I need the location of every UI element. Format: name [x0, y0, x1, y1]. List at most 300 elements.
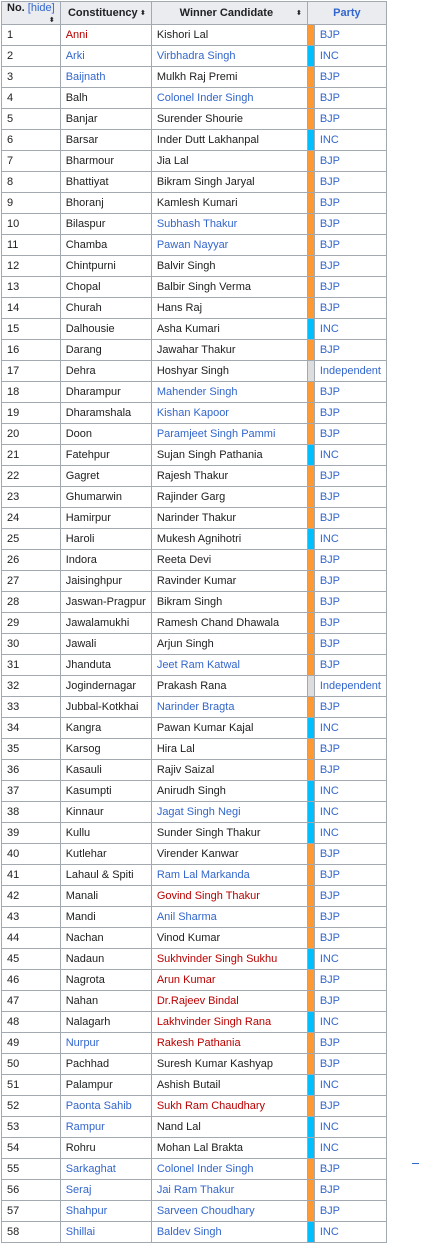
party-color-swatch: [307, 676, 314, 697]
row-number: 7: [2, 151, 61, 172]
winner-cell: Ramesh Chand Dhawala: [151, 613, 307, 634]
party-color-fill: [308, 403, 314, 423]
constituency-cell: Kinnaur: [60, 802, 151, 823]
party-cell[interactable]: BJP: [314, 865, 386, 886]
constituency-cell: Palampur: [60, 1075, 151, 1096]
winner-cell[interactable]: Virbhadra Singh: [151, 46, 307, 67]
winner-cell[interactable]: Anil Sharma: [151, 907, 307, 928]
party-color-fill: [308, 1117, 314, 1137]
constituency-cell: Kasumpti: [60, 781, 151, 802]
winner-cell: Mukesh Agnihotri: [151, 529, 307, 550]
constituency-cell: Nagrota: [60, 970, 151, 991]
table-row: [2, 1096, 387, 1117]
party-color-fill: [308, 970, 314, 990]
party-color-swatch: [307, 571, 314, 592]
row-number: 28: [2, 592, 61, 613]
constituency-cell: Nahan: [60, 991, 151, 1012]
party-color-swatch: [307, 802, 314, 823]
constituency-cell: Kangra: [60, 718, 151, 739]
constituency-cell: Jawali: [60, 634, 151, 655]
row-number: 15: [2, 319, 61, 340]
party-color-swatch: [307, 1159, 314, 1180]
party-cell[interactable]: INC: [314, 1117, 386, 1138]
winner-cell[interactable]: Colonel Inder Singh: [151, 88, 307, 109]
party-color-fill: [308, 1012, 314, 1032]
winner-cell: Inder Dutt Lakhanpal: [151, 130, 307, 151]
party-cell[interactable]: Independent: [314, 361, 386, 382]
party-color-fill: [308, 277, 314, 297]
party-color-fill: [308, 340, 314, 360]
party-color-fill: [308, 571, 314, 591]
row-number: 3: [2, 67, 61, 88]
sort-icon[interactable]: ⬍: [48, 17, 55, 24]
winner-cell[interactable]: Mahender Singh: [151, 382, 307, 403]
party-color-swatch: [307, 592, 314, 613]
party-cell[interactable]: BJP: [314, 907, 386, 928]
party-cell[interactable]: BJP: [314, 172, 386, 193]
constituency-cell: Manali: [60, 886, 151, 907]
party-cell[interactable]: INC: [314, 1012, 386, 1033]
party-cell[interactable]: BJP: [314, 571, 386, 592]
constituency-cell[interactable]: Shahpur: [60, 1201, 151, 1222]
winner-cell: Hira Lal: [151, 739, 307, 760]
constituency-cell: Bharmour: [60, 151, 151, 172]
constituency-cell: Bhoranj: [60, 193, 151, 214]
winner-cell: Suresh Kumar Kashyap: [151, 1054, 307, 1075]
party-color-fill: [308, 172, 314, 192]
party-color-fill: [308, 991, 314, 1011]
party-color-swatch: [307, 298, 314, 319]
party-cell[interactable]: BJP: [314, 340, 386, 361]
party-cell[interactable]: BJP: [314, 487, 386, 508]
constituency-cell: Jaisinghpur: [60, 571, 151, 592]
row-number: 29: [2, 613, 61, 634]
party-cell[interactable]: INC: [314, 781, 386, 802]
party-cell[interactable]: INC: [314, 445, 386, 466]
row-number: 26: [2, 550, 61, 571]
row-number: 35: [2, 739, 61, 760]
row-number: 41: [2, 865, 61, 886]
party-cell[interactable]: BJP: [314, 697, 386, 718]
table-row: [2, 403, 387, 424]
row-number: 39: [2, 823, 61, 844]
constituency-cell: Bilaspur: [60, 214, 151, 235]
party-color-fill: [308, 907, 314, 927]
table-row: [2, 382, 387, 403]
constituency-cell: Darang: [60, 340, 151, 361]
constituency-cell: Nachan: [60, 928, 151, 949]
party-cell[interactable]: BJP: [314, 235, 386, 256]
table-row: [2, 886, 387, 907]
party-color-swatch: [307, 1054, 314, 1075]
table-row: [2, 529, 387, 550]
row-number: 23: [2, 487, 61, 508]
winner-cell[interactable]: Narinder Bragta: [151, 697, 307, 718]
table-row: [2, 1054, 387, 1075]
row-number: 52: [2, 1096, 61, 1117]
winner-cell: Vinod Kumar: [151, 928, 307, 949]
party-color-fill: [308, 46, 314, 66]
winner-cell[interactable]: Dr.Rajeev Bindal: [151, 991, 307, 1012]
party-cell[interactable]: INC: [314, 718, 386, 739]
party-cell[interactable]: INC: [314, 949, 386, 970]
constituency-cell: Rohru: [60, 1138, 151, 1159]
table-row: [2, 88, 387, 109]
party-cell[interactable]: BJP: [314, 403, 386, 424]
constituency-cell: Mandi: [60, 907, 151, 928]
constituency-cell[interactable]: Paonta Sahib: [60, 1096, 151, 1117]
winner-cell: Bikram Singh Jaryal: [151, 172, 307, 193]
party-cell[interactable]: BJP: [314, 298, 386, 319]
winner-cell: Jawahar Thakur: [151, 340, 307, 361]
winner-cell[interactable]: Arun Kumar: [151, 970, 307, 991]
party-cell[interactable]: BJP: [314, 739, 386, 760]
party-color-swatch: [307, 970, 314, 991]
party-color-fill: [308, 529, 314, 549]
party-cell[interactable]: INC: [314, 1138, 386, 1159]
row-number: 50: [2, 1054, 61, 1075]
party-cell[interactable]: BJP: [314, 844, 386, 865]
table-row: [2, 193, 387, 214]
party-cell[interactable]: INC: [314, 529, 386, 550]
constituency-cell[interactable]: Nurpur: [60, 1033, 151, 1054]
party-cell[interactable]: INC: [314, 802, 386, 823]
row-number: 24: [2, 508, 61, 529]
winner-cell[interactable]: Govind Singh Thakur: [151, 886, 307, 907]
constituency-cell: Jogindernagar: [60, 676, 151, 697]
party-cell[interactable]: BJP: [314, 1033, 386, 1054]
constituency-cell: Lahaul & Spiti: [60, 865, 151, 886]
constituency-cell[interactable]: Rampur: [60, 1117, 151, 1138]
row-number: 45: [2, 949, 61, 970]
party-cell[interactable]: BJP: [314, 88, 386, 109]
row-number: 5: [2, 109, 61, 130]
constituency-cell: Banjar: [60, 109, 151, 130]
party-color-swatch: [307, 319, 314, 340]
sort-icon[interactable]: ⬍: [139, 10, 146, 17]
party-cell[interactable]: BJP: [314, 550, 386, 571]
winner-cell: Mohan Lal Brakta: [151, 1138, 307, 1159]
party-color-swatch: [307, 403, 314, 424]
table-row: [2, 802, 387, 823]
party-color-swatch: [307, 823, 314, 844]
winner-cell[interactable]: Ram Lal Markanda: [151, 865, 307, 886]
header-no-label: No.: [7, 2, 25, 14]
party-color-fill: [308, 361, 314, 381]
party-cell[interactable]: BJP: [314, 151, 386, 172]
row-number: 8: [2, 172, 61, 193]
winner-cell: Narinder Thakur: [151, 508, 307, 529]
table-row: [2, 844, 387, 865]
constituency-cell: Fatehpur: [60, 445, 151, 466]
party-cell[interactable]: BJP: [314, 970, 386, 991]
row-number: 30: [2, 634, 61, 655]
table-row: [2, 1117, 387, 1138]
header-winner[interactable]: [151, 2, 307, 25]
party-color-swatch: [307, 550, 314, 571]
party-cell[interactable]: BJP: [314, 256, 386, 277]
row-number: 1: [2, 25, 61, 46]
row-number: 31: [2, 655, 61, 676]
constituency-cell: Hamirpur: [60, 508, 151, 529]
winner-cell[interactable]: Kishan Kapoor: [151, 403, 307, 424]
party-color-fill: [308, 487, 314, 507]
winner-cell: Sunder Singh Thakur: [151, 823, 307, 844]
party-color-fill: [308, 382, 314, 402]
constituency-cell: Jubbal-Kotkhai: [60, 697, 151, 718]
row-number: 17: [2, 361, 61, 382]
winner-cell: Jia Lal: [151, 151, 307, 172]
row-number: 34: [2, 718, 61, 739]
constituency-cell: Chopal: [60, 277, 151, 298]
party-cell[interactable]: BJP: [314, 634, 386, 655]
party-cell[interactable]: BJP: [314, 760, 386, 781]
winner-cell: Surender Shourie: [151, 109, 307, 130]
party-color-fill: [308, 928, 314, 948]
party-color-fill: [308, 67, 314, 87]
header-constituency[interactable]: [60, 2, 151, 25]
winner-cell: Mulkh Raj Premi: [151, 67, 307, 88]
party-cell[interactable]: BJP: [314, 1180, 386, 1201]
table-row: [2, 571, 387, 592]
winner-cell[interactable]: Jeet Ram Katwal: [151, 655, 307, 676]
header-party[interactable]: [307, 2, 386, 25]
party-cell[interactable]: BJP: [314, 67, 386, 88]
party-cell[interactable]: BJP: [314, 193, 386, 214]
table-row: [2, 340, 387, 361]
party-color-swatch: [307, 487, 314, 508]
constituency-cell[interactable]: Sarkaghat: [60, 1159, 151, 1180]
party-cell[interactable]: Independent: [314, 676, 386, 697]
header-party-label[interactable]: Party: [333, 7, 361, 19]
party-cell[interactable]: BJP: [314, 109, 386, 130]
winner-cell[interactable]: Pawan Nayyar: [151, 235, 307, 256]
winner-cell: Rajesh Thakur: [151, 466, 307, 487]
party-color-swatch: [307, 1075, 314, 1096]
party-color-swatch: [307, 361, 314, 382]
party-cell[interactable]: INC: [314, 1222, 386, 1243]
party-cell[interactable]: INC: [314, 130, 386, 151]
table-row: [2, 760, 387, 781]
table-row: [2, 1033, 387, 1054]
winner-cell: Hoshyar Singh: [151, 361, 307, 382]
party-color-swatch: [307, 193, 314, 214]
row-number: 12: [2, 256, 61, 277]
party-cell[interactable]: BJP: [314, 382, 386, 403]
constituency-cell: Bhattiyat: [60, 172, 151, 193]
table-row: [2, 235, 387, 256]
party-cell[interactable]: BJP: [314, 655, 386, 676]
party-color-swatch: [307, 529, 314, 550]
winner-cell: Rajinder Garg: [151, 487, 307, 508]
constituency-cell[interactable]: Shillai: [60, 1222, 151, 1243]
winner-cell: Balbir Singh Verma: [151, 277, 307, 298]
party-cell[interactable]: BJP: [314, 886, 386, 907]
table-row: [2, 634, 387, 655]
party-color-fill: [308, 214, 314, 234]
party-color-swatch: [307, 382, 314, 403]
party-cell[interactable]: BJP: [314, 214, 386, 235]
winner-cell[interactable]: Baldev Singh: [151, 1222, 307, 1243]
party-cell[interactable]: BJP: [314, 1159, 386, 1180]
constituency-cell: Balh: [60, 88, 151, 109]
table-row: [2, 151, 387, 172]
side-edit-marker: [412, 1163, 419, 1164]
party-cell[interactable]: INC: [314, 823, 386, 844]
row-number: 20: [2, 424, 61, 445]
table-row: [2, 298, 387, 319]
party-color-fill: [308, 718, 314, 738]
party-color-fill: [308, 445, 314, 465]
party-color-fill: [308, 697, 314, 717]
sort-icon[interactable]: ⬍: [295, 10, 302, 17]
row-number: 19: [2, 403, 61, 424]
party-cell[interactable]: INC: [314, 319, 386, 340]
header-winner-label: Winner Candidate: [179, 7, 274, 19]
party-color-swatch: [307, 151, 314, 172]
party-color-swatch: [307, 886, 314, 907]
party-color-fill: [308, 739, 314, 759]
party-cell[interactable]: INC: [314, 46, 386, 67]
party-color-swatch: [307, 277, 314, 298]
constituency-cell: Indora: [60, 550, 151, 571]
party-color-swatch: [307, 1180, 314, 1201]
table-row: [2, 718, 387, 739]
row-number: 25: [2, 529, 61, 550]
row-number: 32: [2, 676, 61, 697]
winner-cell[interactable]: Colonel Inder Singh: [151, 1159, 307, 1180]
winner-cell: Ravinder Kumar: [151, 571, 307, 592]
header-constituency-label: Constituency: [67, 7, 138, 19]
party-cell[interactable]: BJP: [314, 466, 386, 487]
party-color-fill: [308, 298, 314, 318]
party-cell[interactable]: BJP: [314, 592, 386, 613]
party-cell[interactable]: BJP: [314, 1201, 386, 1222]
row-number: 47: [2, 991, 61, 1012]
constituency-cell[interactable]: Seraj: [60, 1180, 151, 1201]
table-row: [2, 613, 387, 634]
party-cell[interactable]: BJP: [314, 277, 386, 298]
party-color-swatch: [307, 172, 314, 193]
winner-cell: Rajiv Saizal: [151, 760, 307, 781]
party-color-swatch: [307, 424, 314, 445]
party-cell[interactable]: BJP: [314, 991, 386, 1012]
party-color-swatch: [307, 781, 314, 802]
constituency-cell[interactable]: Arki: [60, 46, 151, 67]
table-row: [2, 508, 387, 529]
party-color-fill: [308, 1138, 314, 1158]
row-number: 49: [2, 1033, 61, 1054]
constituency-cell: Pachhad: [60, 1054, 151, 1075]
table-row: [2, 1159, 387, 1180]
winner-cell: Reeta Devi: [151, 550, 307, 571]
party-cell[interactable]: BJP: [314, 1054, 386, 1075]
party-color-fill: [308, 1159, 314, 1179]
constituency-cell: Nadaun: [60, 949, 151, 970]
row-number: 2: [2, 46, 61, 67]
party-cell[interactable]: BJP: [314, 1096, 386, 1117]
hide-link[interactable]: [hide]: [27, 2, 55, 14]
table-row: [2, 361, 387, 382]
table-row: [2, 172, 387, 193]
winner-cell: Pawan Kumar Kajal: [151, 718, 307, 739]
party-color-swatch: [307, 109, 314, 130]
party-color-fill: [308, 676, 314, 696]
row-number: 51: [2, 1075, 61, 1096]
row-number: 27: [2, 571, 61, 592]
winner-cell: Virender Kanwar: [151, 844, 307, 865]
table-row: [2, 991, 387, 1012]
party-cell[interactable]: BJP: [314, 25, 386, 46]
party-color-swatch: [307, 67, 314, 88]
constituency-cell: Karsog: [60, 739, 151, 760]
winner-cell: Hans Raj: [151, 298, 307, 319]
constituency-cell: Jaswan-Pragpur: [60, 592, 151, 613]
winner-cell[interactable]: Sarveen Choudhary: [151, 1201, 307, 1222]
winner-cell[interactable]: Subhash Thakur: [151, 214, 307, 235]
party-cell[interactable]: BJP: [314, 613, 386, 634]
party-color-swatch: [307, 907, 314, 928]
party-color-swatch: [307, 697, 314, 718]
party-cell[interactable]: INC: [314, 1075, 386, 1096]
party-cell[interactable]: BJP: [314, 424, 386, 445]
party-color-swatch: [307, 508, 314, 529]
table-row: [2, 697, 387, 718]
party-cell[interactable]: BJP: [314, 928, 386, 949]
party-color-fill: [308, 424, 314, 444]
winner-cell: Kamlesh Kumari: [151, 193, 307, 214]
row-number: 33: [2, 697, 61, 718]
constituency-cell: Jhanduta: [60, 655, 151, 676]
winner-cell[interactable]: Paramjeet Singh Pammi: [151, 424, 307, 445]
winner-cell[interactable]: Sukh Ram Chaudhary: [151, 1096, 307, 1117]
party-color-swatch: [307, 1201, 314, 1222]
constituency-cell[interactable]: Baijnath: [60, 67, 151, 88]
party-color-fill: [308, 25, 314, 45]
constituency-cell: Chintpurni: [60, 256, 151, 277]
table-row: [2, 823, 387, 844]
row-number: 57: [2, 1201, 61, 1222]
party-color-swatch: [307, 760, 314, 781]
constituency-cell[interactable]: Anni: [60, 25, 151, 46]
row-number: 44: [2, 928, 61, 949]
header-no[interactable]: [2, 2, 61, 25]
winner-cell[interactable]: Lakhvinder Singh Rana: [151, 1012, 307, 1033]
party-color-swatch: [307, 130, 314, 151]
row-number: 40: [2, 844, 61, 865]
party-color-fill: [308, 1222, 314, 1242]
party-color-swatch: [307, 928, 314, 949]
constituency-cell: Kasauli: [60, 760, 151, 781]
party-cell[interactable]: BJP: [314, 508, 386, 529]
party-color-fill: [308, 1096, 314, 1116]
table-row: [2, 214, 387, 235]
constituency-cell: Doon: [60, 424, 151, 445]
party-color-fill: [308, 655, 314, 675]
winner-cell[interactable]: Jai Ram Thakur: [151, 1180, 307, 1201]
party-color-fill: [308, 235, 314, 255]
party-color-swatch: [307, 466, 314, 487]
winner-cell[interactable]: Sukhvinder Singh Sukhu: [151, 949, 307, 970]
winner-cell[interactable]: Jagat Singh Negi: [151, 802, 307, 823]
row-number: 42: [2, 886, 61, 907]
constituency-cell: Barsar: [60, 130, 151, 151]
table-row: [2, 256, 387, 277]
table-row: [2, 25, 387, 46]
party-color-fill: [308, 802, 314, 822]
table-row: [2, 592, 387, 613]
winner-cell[interactable]: Rakesh Pathania: [151, 1033, 307, 1054]
